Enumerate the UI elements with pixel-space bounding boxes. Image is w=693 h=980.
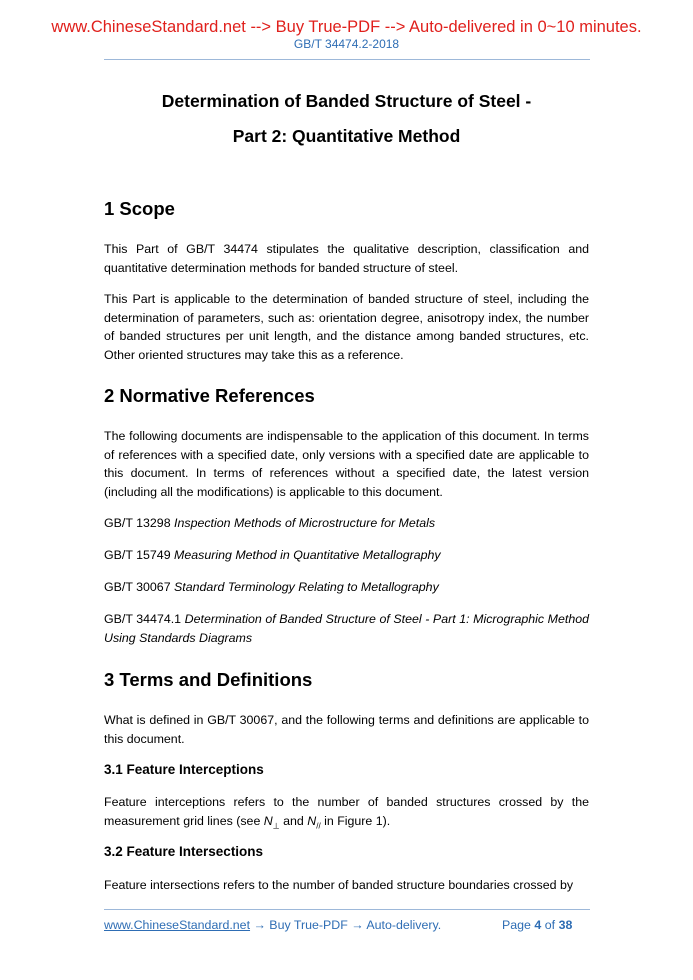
definition-text: and	[279, 813, 308, 828]
reference-code: GB/T 30067	[104, 580, 171, 594]
header-divider	[104, 59, 590, 60]
reference-item	[104, 546, 589, 565]
document-title-line2: Part 2: Quantitative Method	[232, 126, 461, 146]
symbol-subscript: ⊥	[272, 821, 280, 831]
definition-text: in Figure 1).	[320, 813, 391, 828]
page-total: 38	[558, 918, 573, 932]
page-label: Page	[502, 918, 531, 932]
definition-text: Feature interceptions refers to the number of banded structures crossed by the measurement grid lines (see	[104, 795, 589, 828]
reference-item	[104, 514, 589, 533]
section-heading-normative-references: 2 Normative References	[104, 385, 315, 406]
page-current: 4	[534, 918, 542, 932]
footer-link-rest[interactable]: → Buy True-PDF → Auto-delivery.	[250, 918, 442, 932]
reference-code: GB/T 34474.1	[104, 612, 182, 626]
document-title-line1: Determination of Banded Structure of Steel -	[161, 91, 532, 111]
footer-link[interactable]	[104, 918, 441, 932]
scope-paragraph-2: This Part is applicable to the determination of banded structure of steel, including the determination of parameters, such as: orientation degree, anisotropy index, the number of banded structures per unit length, and the distance among banded structures, etc. Other oriented structures may take this as a reference.	[104, 292, 589, 363]
section-heading-terms-definitions: 3 Terms and Definitions	[104, 669, 313, 690]
top-banner-link[interactable]: www.ChineseStandard.net --> Buy True-PDF --> Auto-delivered in 0~10 minutes.	[51, 18, 642, 36]
symbol-n: N	[307, 813, 317, 828]
feature-interceptions-paragraph	[104, 793, 589, 836]
symbol-n: N	[263, 813, 273, 828]
normative-paragraph: The following documents are indispensable to the application of this document. In terms of references with a specified date, only versions with a specified date are applicable to this document. In terms of references without a specified date, the latest version (including all the modifications) is applicable to this document.	[104, 429, 589, 500]
reference-code: GB/T 15749	[104, 548, 171, 562]
footer-divider	[104, 909, 590, 910]
reference-item	[104, 578, 589, 597]
scope-paragraph-1: This Part of GB/T 34474 stipulates the qualitative description, classification and quantitative determination methods for banded structure of steel.	[104, 242, 589, 275]
subsection-heading-feature-intersections: 3.2 Feature Intersections	[104, 844, 264, 859]
reference-item	[104, 610, 589, 647]
section-heading-scope: 1 Scope	[104, 198, 175, 219]
page-indicator	[502, 918, 572, 932]
standard-number: GB/T 34474.2-2018	[293, 37, 400, 51]
feature-intersections-paragraph: Feature intersections refers to the number of banded structure boundaries crossed by	[104, 878, 574, 892]
subsection-heading-feature-interceptions: 3.1 Feature Interceptions	[104, 762, 264, 777]
reference-title: Inspection Methods of Microstructure for Metals	[174, 516, 436, 530]
terms-paragraph: What is defined in GB/T 30067, and the following terms and definitions are applicable to this document.	[104, 713, 589, 746]
footer-site-link[interactable]: www.ChineseStandard.net	[104, 918, 251, 932]
reference-title: Standard Terminology Relating to Metallography	[174, 580, 439, 594]
reference-title: Determination of Banded Structure of Steel - Part 1: Micrographic Method Using Standards Diagrams	[104, 612, 589, 645]
reference-code: GB/T 13298	[104, 516, 171, 530]
symbol-subscript: //	[316, 821, 321, 831]
page-of: of	[544, 918, 556, 932]
reference-title: Measuring Method in Quantitative Metallography	[174, 548, 441, 562]
